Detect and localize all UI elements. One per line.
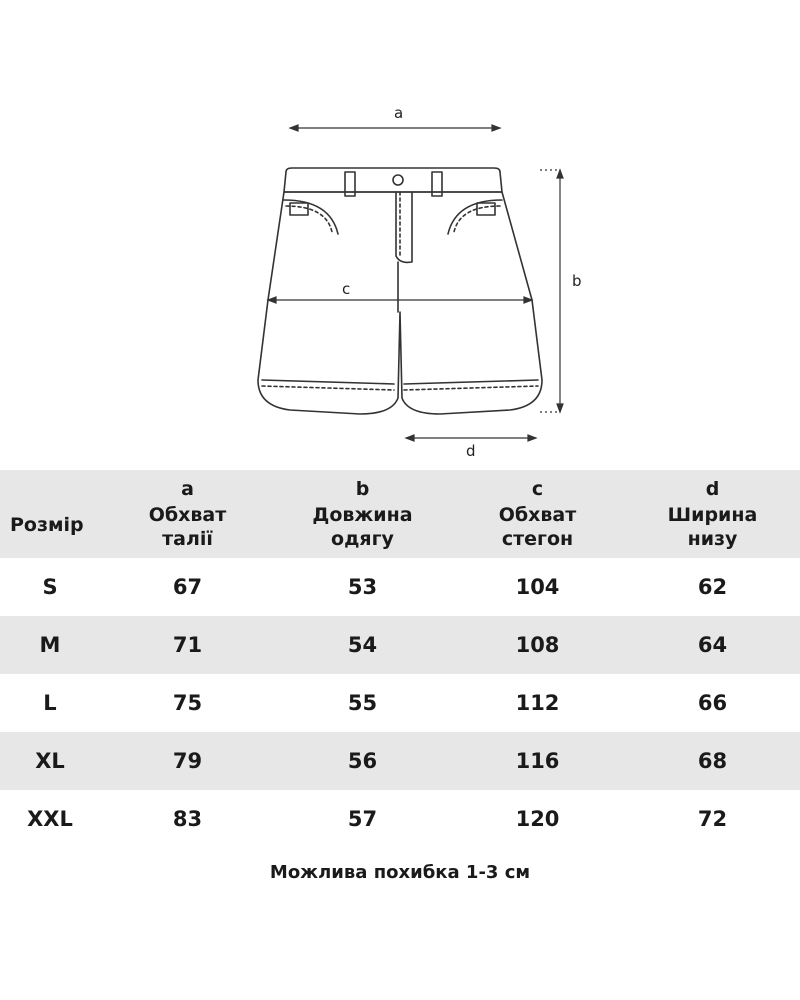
coin-pocket-left xyxy=(290,203,308,215)
fly xyxy=(396,192,412,262)
value-cell: 104 xyxy=(515,575,560,599)
value-cell: 71 xyxy=(172,633,203,657)
value-cell: 54 xyxy=(347,633,378,657)
value-cell: 56 xyxy=(347,749,378,773)
value-cell: 72 xyxy=(697,807,728,831)
hem-right xyxy=(404,380,538,384)
table-row xyxy=(0,616,800,674)
column-letter: b xyxy=(355,478,370,500)
dim-label-a: a xyxy=(394,104,404,122)
value-cell: 75 xyxy=(172,691,203,715)
column-letter: c xyxy=(531,478,544,500)
column-name: одягу xyxy=(331,528,394,550)
value-cell: 62 xyxy=(697,575,728,599)
pocket-right xyxy=(448,200,502,234)
size-column-header: Розмір xyxy=(10,514,84,536)
dim-label-b: b xyxy=(572,272,582,290)
column-header-waist xyxy=(100,470,275,558)
table-row xyxy=(0,790,800,848)
button xyxy=(393,175,403,185)
value-cell: 112 xyxy=(515,691,560,715)
tolerance-note: Можлива похибка 1-3 см xyxy=(269,862,531,883)
column-header-length xyxy=(275,470,450,558)
column-name: Обхват xyxy=(498,504,577,526)
column-name: Довжина xyxy=(312,504,413,526)
value-cell: 120 xyxy=(515,807,560,831)
column-name: стегон xyxy=(501,528,574,550)
table-row xyxy=(0,674,800,732)
value-cell: 116 xyxy=(515,749,560,773)
column-header-hem-width xyxy=(625,470,800,558)
column-letter: a xyxy=(181,478,194,500)
column-name: Ширина xyxy=(667,504,758,526)
column-name: талії xyxy=(162,528,213,550)
value-cell: 57 xyxy=(347,807,378,831)
column-header-hips xyxy=(450,470,625,558)
pocket-left xyxy=(284,200,338,234)
table-header xyxy=(0,470,800,558)
value-cell: 64 xyxy=(697,633,728,657)
dim-label-d: d xyxy=(466,442,476,460)
value-cell: 55 xyxy=(347,691,378,715)
size-cell: M xyxy=(39,633,61,657)
table-row xyxy=(0,558,800,616)
value-cell: 66 xyxy=(697,691,728,715)
column-letter: d xyxy=(705,478,720,500)
size-table xyxy=(0,470,800,848)
hem-left xyxy=(262,380,394,384)
column-name: низу xyxy=(687,528,738,550)
value-cell: 108 xyxy=(515,633,560,657)
column-name: Обхват xyxy=(148,504,227,526)
table-row xyxy=(0,732,800,790)
value-cell: 68 xyxy=(697,749,728,773)
dim-label-c: c xyxy=(342,280,351,298)
size-cell: XXL xyxy=(27,807,73,831)
value-cell: 79 xyxy=(172,749,203,773)
value-cell: 67 xyxy=(172,575,203,599)
size-cell: L xyxy=(43,691,57,715)
value-cell: 53 xyxy=(347,575,378,599)
shorts-diagram xyxy=(0,0,800,470)
value-cell: 83 xyxy=(172,807,203,831)
size-cell: S xyxy=(42,575,58,599)
size-cell: XL xyxy=(35,749,65,773)
